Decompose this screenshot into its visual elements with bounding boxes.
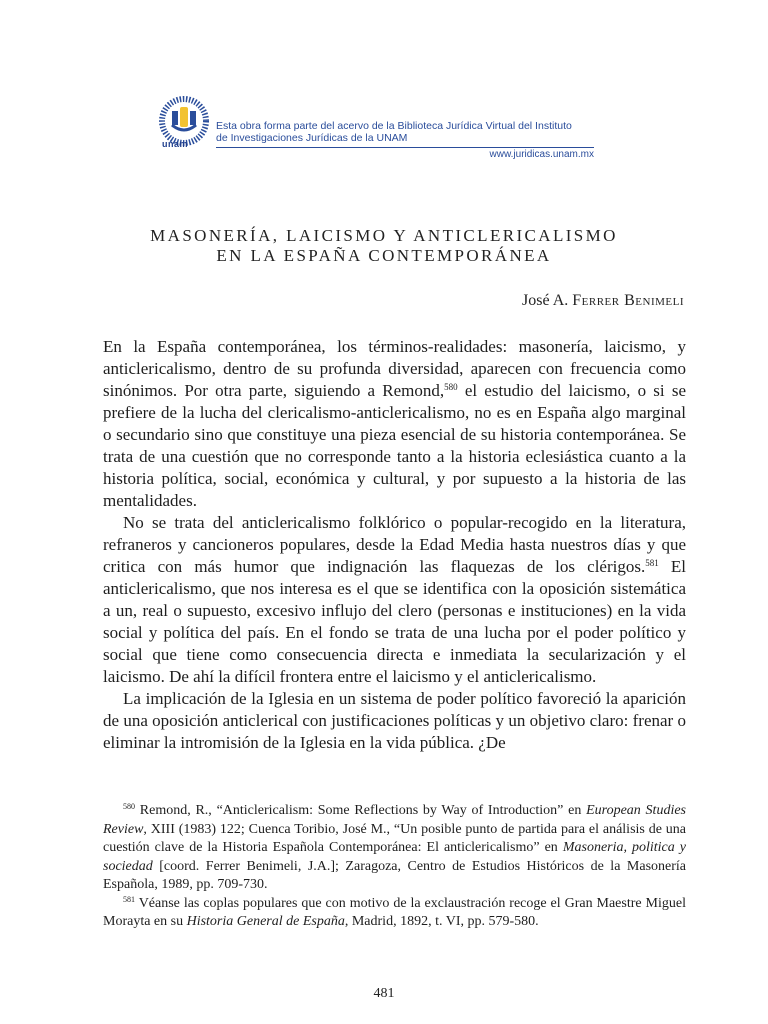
institution-url[interactable]: www.juridicas.unam.mx — [489, 149, 594, 160]
institution-line-1: Esta obra forma parte del acervo de la Biblioteca Jurídica Virtual del Instituto — [216, 120, 572, 132]
footnote-580-book: Masoneria, politica y sociedad — [103, 840, 686, 874]
page-number: 481 — [373, 986, 395, 1001]
page-header — [156, 95, 596, 165]
footnote-580-journal: European Studies Review — [103, 803, 686, 837]
paragraph-1-text-a: En la España contemporánea, los términos-realidades: masonería, laicismo, y anticlericalismo, dentro de su profunda diversidad, aparecen con frecuencia como sinónimos. Por otra parte, siguiendo a Remond, — [103, 337, 686, 400]
footnote-ref-581[interactable]: 581 — [645, 558, 659, 568]
body-text — [103, 336, 686, 754]
author-last: Ferrer Benimeli — [572, 292, 684, 309]
header-divider — [216, 147, 594, 148]
footnote-580 — [103, 802, 686, 895]
footnotes — [103, 802, 686, 932]
footnote-581-book: Historia General de España — [186, 914, 345, 929]
paragraph-2-text-a: No se trata del anticlericalismo folklórico o popular-recogido en la literatura, refraneros y cancioneros populares, desde la Edad Media hasta nuestros días y que critica con más humor que indignación las flaquezas de los clérigos. — [103, 513, 686, 576]
chapter-title-line-2: EN LA ESPAÑA CONTEMPORÁNEA — [216, 246, 552, 265]
paragraph-3: La implicación de la Iglesia en un sistema de poder político favoreció la aparición de una oposición anticlerical con justificaciones políticas y un objetivo claro: frenar o eliminar la intromisión de la Iglesia en la vida pública. ¿De — [103, 689, 686, 752]
footnote-581 — [103, 895, 686, 932]
footnote-580-text-a: Remond, R., “Anticlericalism: Some Reflections by Way of Introduction” en — [135, 803, 587, 818]
institution-notice — [216, 120, 572, 144]
institution-line-2: de Investigaciones Jurídicas de la UNAM — [216, 132, 408, 144]
footnote-580-text-b: , XIII (1983) 122; Cuenca Toribio, José M., “Un posible punto de partida para el análisis de una cuestión clave de la Historia Española Contemporánea: El anticlericalismo” en — [103, 821, 686, 855]
paragraph-1-text-b: el estudio del laicismo, o si se prefiere de la lucha del clericalismo-anticlericalismo, no es en España algo marginal o secundario sino que constituye una pieza esencial de su historia contemporánea. Se trata de una cuestión que no corresponde tanto a la historia eclesiástica cuanto a la historia política, social, económica y cultural, y por supuesto a la historia de las mentalidades. — [103, 381, 686, 510]
footnote-580-number: 580 — [123, 802, 135, 811]
footnote-580-text-c: [coord. Ferrer Benimeli, J.A.]; Zaragoza, Centro de Estudios Históricos de la Masonería Española, 1989, pp. 709-730. — [103, 858, 686, 892]
logo-wordmark: unam — [162, 139, 189, 149]
footnote-581-number: 581 — [123, 894, 135, 904]
chapter-title — [0, 226, 768, 266]
author-name — [522, 292, 684, 310]
paragraph-2 — [103, 512, 686, 688]
footnote-581-text-b: , Madrid, 1892, t. VI, pp. 579-580. — [344, 914, 539, 929]
paragraph-1 — [103, 336, 686, 512]
footnote-ref-580[interactable]: 580 — [444, 382, 458, 392]
paragraph-2-text-b: El anticlericalismo, que nos interesa es el que se identifica con la oposición sistemática a un, real o supuesto, excesivo influjo del clero (personas e instituciones) en la vida social y política del país. En el fondo se trata de una lucha por el poder político y social que tiene como consecuencia directa e inmediata la secularización y el laicismo. De ahí la difícil frontera entre el laicismo y el anticlericalismo. — [103, 557, 687, 686]
chapter-title-line-1: MASONERÍA, LAICISMO Y ANTICLERICALISMO — [150, 226, 618, 245]
author-first: José A. — [522, 292, 569, 309]
footnote-581-text-a: Véanse las coplas populares que con motivo de la exclaustración recoge el Gran Maestre Miguel Morayta en su — [103, 895, 686, 929]
